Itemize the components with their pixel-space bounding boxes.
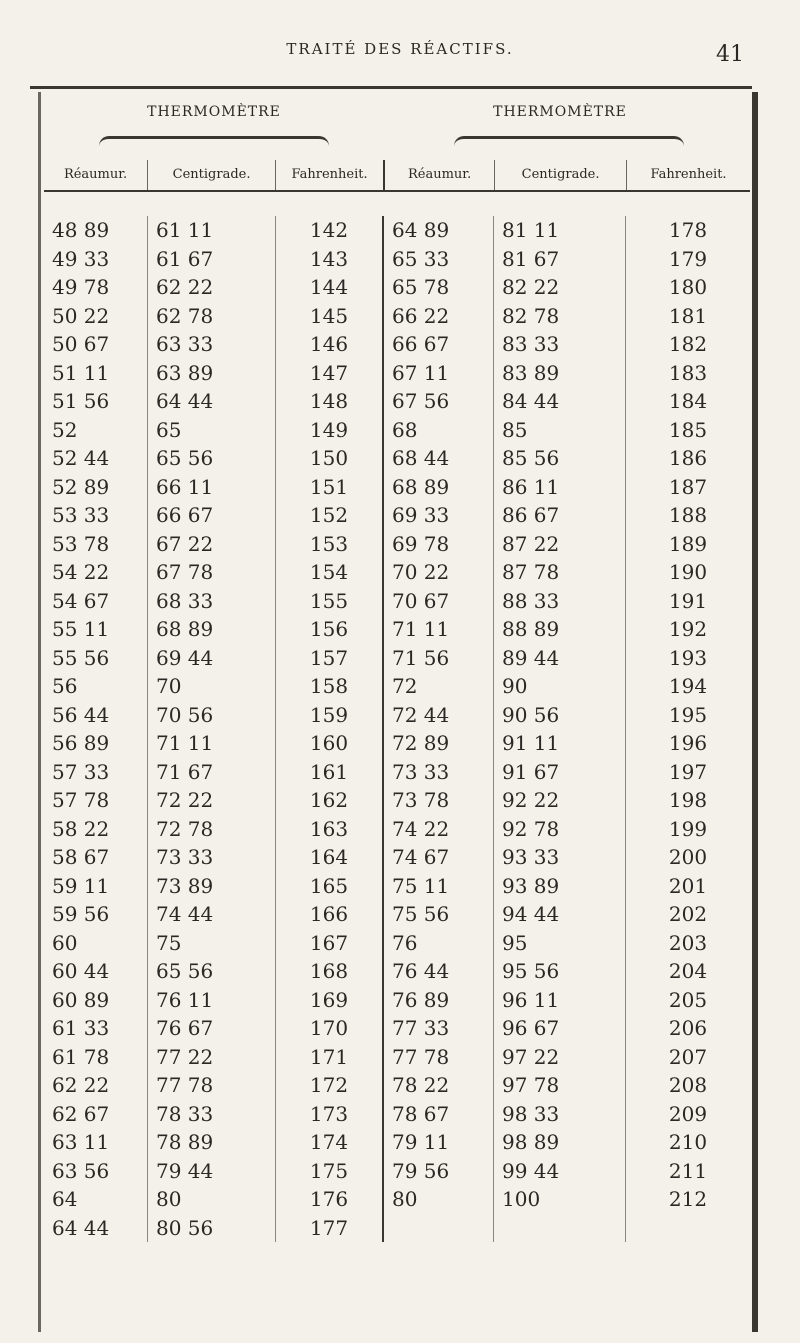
cell-reaumur-left: 52 89: [44, 473, 148, 502]
cell-centigrade-left: 69 44: [148, 644, 276, 673]
cell-fahrenheit-left: 159: [276, 701, 384, 730]
cell-reaumur-left: 64 44: [44, 1214, 148, 1243]
cell-fahrenheit-right: 206: [668, 1016, 708, 1040]
table-row: [44, 615, 750, 644]
cell-fahrenheit-left: 165: [276, 872, 384, 901]
cell-fahrenheit-left: 166: [276, 900, 384, 929]
table-row: [44, 330, 750, 359]
cell-centigrade-right: 88 89: [494, 615, 626, 644]
cell-centigrade-left: 77 78: [148, 1071, 276, 1100]
cell-centigrade-left: 66 11: [148, 473, 276, 502]
cell-centigrade-left: 75: [148, 929, 276, 958]
table-row: [44, 872, 750, 901]
cell-fahrenheit-right: 194: [668, 674, 708, 698]
table-row: [44, 900, 750, 929]
cell-reaumur-right: 73 78: [384, 786, 494, 815]
cell-centigrade-left: 61 11: [148, 216, 276, 245]
table-row: [44, 444, 750, 473]
cell-centigrade-right: 90: [494, 672, 626, 701]
table-row: [44, 786, 750, 815]
cell-centigrade-right: 92 78: [494, 815, 626, 844]
cell-reaumur-right: 77 33: [384, 1014, 494, 1043]
cell-fahrenheit-right: 188: [668, 503, 708, 527]
table-row: [44, 986, 750, 1015]
cell-reaumur-left: 63 11: [44, 1128, 148, 1157]
cell-fahrenheit-left: 157: [276, 644, 384, 673]
cell-centigrade-left: 61 67: [148, 245, 276, 274]
group-titles: [44, 100, 750, 160]
cell-fahrenheit-right: 204: [668, 959, 708, 983]
cell-centigrade-right: 96 11: [494, 986, 626, 1015]
cell-fahrenheit-right: 181: [668, 303, 708, 328]
cell-reaumur-left: 58 22: [44, 815, 148, 844]
cell-centigrade-left: 68 89: [148, 615, 276, 644]
cell-centigrade-right: 93 89: [494, 872, 626, 901]
cell-centigrade-right: 98 33: [494, 1100, 626, 1129]
cell-fahrenheit-left: 168: [276, 957, 384, 986]
cell-fahrenheit-right: 203: [668, 930, 708, 955]
cell-reaumur-left: 56: [44, 672, 148, 701]
cell-reaumur-left: 60 89: [44, 986, 148, 1015]
cell-fahrenheit-left: 176: [276, 1185, 384, 1214]
cell-reaumur-left: 60 44: [44, 957, 148, 986]
cell-centigrade-right: 86 67: [494, 501, 626, 530]
cell-fahrenheit-right: 182: [668, 332, 708, 356]
cell-reaumur-left: 54 67: [44, 587, 148, 616]
cell-centigrade-left: 73 33: [148, 843, 276, 872]
cell-centigrade-right: 85: [494, 416, 626, 445]
cell-reaumur-right: 68: [384, 416, 494, 445]
cell-fahrenheit-right: 207: [668, 1044, 708, 1069]
cell-reaumur-left: 49 33: [44, 245, 148, 274]
cell-reaumur-left: 54 22: [44, 558, 148, 587]
cell-fahrenheit-left: 171: [276, 1043, 384, 1072]
cell-reaumur-left: 64: [44, 1185, 148, 1214]
cell-fahrenheit-left: 158: [276, 672, 384, 701]
cell-centigrade-right: 82 78: [494, 302, 626, 331]
cell-fahrenheit-left: 175: [276, 1157, 384, 1186]
right-border: [752, 92, 758, 1332]
cell-reaumur-left: 56 44: [44, 701, 148, 730]
cell-centigrade-left: 72 78: [148, 815, 276, 844]
cell-centigrade-left: 77 22: [148, 1043, 276, 1072]
cell-fahrenheit-left: 143: [276, 245, 384, 274]
cell-centigrade-left: 68 33: [148, 587, 276, 616]
table-row: [44, 1100, 750, 1129]
cell-centigrade-left: 63 89: [148, 359, 276, 388]
cell-fahrenheit-left: 144: [276, 273, 384, 302]
cell-fahrenheit-right: 196: [668, 731, 708, 755]
cell-fahrenheit-left: 150: [276, 444, 384, 473]
cell-reaumur-right: 76 89: [384, 986, 494, 1015]
header-row: [44, 160, 750, 192]
cell-reaumur-left: 59 56: [44, 900, 148, 929]
cell-fahrenheit-right: 209: [668, 1101, 708, 1126]
header-centigrade-left: Centigrade.: [148, 160, 276, 190]
cell-fahrenheit-left: 164: [276, 843, 384, 872]
cell-reaumur-right: 71 11: [384, 615, 494, 644]
cell-fahrenheit-right: 184: [668, 389, 708, 413]
cell-centigrade-right: 84 44: [494, 387, 626, 416]
cell-reaumur-left: 62 67: [44, 1100, 148, 1129]
cell-reaumur-left: 55 11: [44, 615, 148, 644]
table-row: [44, 1014, 750, 1043]
cell-reaumur-right: 72 89: [384, 729, 494, 758]
cell-centigrade-right: 85 56: [494, 444, 626, 473]
cell-reaumur-left: 61 33: [44, 1014, 148, 1043]
cell-fahrenheit-right: 198: [668, 788, 708, 812]
cell-fahrenheit-right: 193: [668, 645, 708, 670]
cell-centigrade-right: [494, 1214, 626, 1243]
cell-reaumur-right: 67 11: [384, 359, 494, 388]
cell-reaumur-left: 50 22: [44, 302, 148, 331]
cell-reaumur-right: 78 67: [384, 1100, 494, 1129]
cell-centigrade-right: 97 78: [494, 1071, 626, 1100]
header-centigrade-right: Centigrade.: [495, 160, 627, 190]
cell-reaumur-left: 51 11: [44, 359, 148, 388]
table-row: [44, 1157, 750, 1186]
cell-fahrenheit-right: 180: [668, 275, 708, 299]
cell-fahrenheit-right: 211: [668, 1158, 708, 1183]
cell-centigrade-right: 82 22: [494, 273, 626, 302]
cell-centigrade-left: 64 44: [148, 387, 276, 416]
table-row: [44, 1214, 750, 1243]
cell-reaumur-left: 62 22: [44, 1071, 148, 1100]
cell-centigrade-left: 74 44: [148, 900, 276, 929]
cell-centigrade-right: 100: [494, 1185, 626, 1214]
cell-reaumur-left: 56 89: [44, 729, 148, 758]
header-fahrenheit-left: Fahrenheit.: [276, 160, 385, 190]
cell-centigrade-right: 95 56: [494, 957, 626, 986]
table-row: [44, 387, 750, 416]
header-reaumur-right: Réaumur.: [385, 160, 495, 190]
cell-fahrenheit-left: 177: [276, 1214, 384, 1243]
cell-fahrenheit-left: 148: [276, 387, 384, 416]
cell-reaumur-right: 68 89: [384, 473, 494, 502]
cell-centigrade-right: 90 56: [494, 701, 626, 730]
cell-reaumur-left: 60: [44, 929, 148, 958]
cell-reaumur-left: 53 78: [44, 530, 148, 559]
cell-reaumur-left: 57 78: [44, 786, 148, 815]
cell-fahrenheit-left: 142: [276, 216, 384, 245]
cell-centigrade-left: 71 11: [148, 729, 276, 758]
cell-reaumur-right: 75 56: [384, 900, 494, 929]
cell-centigrade-right: 92 22: [494, 786, 626, 815]
page-header: [0, 38, 800, 78]
cell-centigrade-left: 72 22: [148, 786, 276, 815]
cell-fahrenheit-left: 156: [276, 615, 384, 644]
cell-reaumur-right: 69 33: [384, 501, 494, 530]
cell-reaumur-right: 79 11: [384, 1128, 494, 1157]
cell-fahrenheit-right: 186: [668, 446, 708, 470]
cell-fahrenheit-left: 173: [276, 1100, 384, 1129]
running-title: TRAITÉ DES RÉACTIFS.: [286, 40, 514, 58]
cell-fahrenheit-left: 170: [276, 1014, 384, 1043]
table-row: [44, 815, 750, 844]
cell-centigrade-left: 76 67: [148, 1014, 276, 1043]
cell-reaumur-right: 64 89: [384, 216, 494, 245]
cell-reaumur-right: 79 56: [384, 1157, 494, 1186]
cell-reaumur-left: 63 56: [44, 1157, 148, 1186]
cell-fahrenheit-left: 169: [276, 986, 384, 1015]
cell-reaumur-left: 50 67: [44, 330, 148, 359]
cell-centigrade-left: 65: [148, 416, 276, 445]
cell-fahrenheit-left: 152: [276, 501, 384, 530]
cell-centigrade-right: 81 67: [494, 245, 626, 274]
cell-centigrade-right: 96 67: [494, 1014, 626, 1043]
cell-reaumur-right: 75 11: [384, 872, 494, 901]
cell-fahrenheit-left: 145: [276, 302, 384, 331]
cell-fahrenheit-right: 178: [668, 218, 708, 242]
cell-fahrenheit-right: 195: [668, 702, 708, 727]
cell-fahrenheit-right: 208: [668, 1073, 708, 1097]
cell-fahrenheit-left: 160: [276, 729, 384, 758]
cell-fahrenheit-left: 154: [276, 558, 384, 587]
cell-centigrade-right: 93 33: [494, 843, 626, 872]
cell-centigrade-right: 91 67: [494, 758, 626, 787]
cell-fahrenheit-left: 155: [276, 587, 384, 616]
cell-fahrenheit-right: 185: [668, 417, 708, 442]
cell-reaumur-right: 73 33: [384, 758, 494, 787]
table-row: [44, 216, 750, 245]
cell-reaumur-left: 52 44: [44, 444, 148, 473]
page-number: 41: [716, 42, 744, 67]
brace-left: [99, 136, 329, 153]
cell-centigrade-right: 88 33: [494, 587, 626, 616]
cell-reaumur-right: 67 56: [384, 387, 494, 416]
table-row: [44, 245, 750, 274]
table-row: [44, 957, 750, 986]
header-reaumur-left: Réaumur.: [44, 160, 148, 190]
cell-centigrade-left: 80 56: [148, 1214, 276, 1243]
table-row: [44, 273, 750, 302]
cell-fahrenheit-right: 197: [668, 759, 708, 784]
cell-reaumur-right: 71 56: [384, 644, 494, 673]
cell-fahrenheit-right: 201: [668, 873, 708, 898]
top-rule: [30, 86, 752, 89]
cell-centigrade-right: 87 22: [494, 530, 626, 559]
cell-reaumur-right: 78 22: [384, 1071, 494, 1100]
brace-right: [454, 136, 684, 153]
table-row: [44, 1185, 750, 1214]
cell-reaumur-left: 55 56: [44, 644, 148, 673]
cell-fahrenheit-left: 172: [276, 1071, 384, 1100]
cell-fahrenheit-left: 163: [276, 815, 384, 844]
cell-centigrade-left: 62 22: [148, 273, 276, 302]
left-border: [38, 92, 41, 1332]
cell-fahrenheit-left: 146: [276, 330, 384, 359]
cell-reaumur-left: 59 11: [44, 872, 148, 901]
table-row: [44, 1128, 750, 1157]
cell-reaumur-left: 58 67: [44, 843, 148, 872]
cell-fahrenheit-left: 167: [276, 929, 384, 958]
cell-centigrade-right: 99 44: [494, 1157, 626, 1186]
cell-fahrenheit-left: 153: [276, 530, 384, 559]
cell-reaumur-right: 74 67: [384, 843, 494, 872]
cell-fahrenheit-left: 151: [276, 473, 384, 502]
table-row: [44, 672, 750, 701]
cell-fahrenheit-right: 190: [668, 560, 708, 584]
cell-fahrenheit-right: 200: [668, 845, 708, 869]
table-row: [44, 758, 750, 787]
cell-fahrenheit-right: 187: [668, 474, 708, 499]
cell-centigrade-right: 83 89: [494, 359, 626, 388]
cell-reaumur-left: 57 33: [44, 758, 148, 787]
cell-centigrade-right: 95: [494, 929, 626, 958]
cell-fahrenheit-right: 179: [668, 246, 708, 271]
cell-fahrenheit-right: [626, 1214, 750, 1243]
table-row: [44, 473, 750, 502]
table-row: [44, 302, 750, 331]
table-body: [44, 216, 750, 1242]
cell-fahrenheit-right: 192: [668, 617, 708, 641]
cell-fahrenheit-left: 174: [276, 1128, 384, 1157]
table-row: [44, 929, 750, 958]
cell-reaumur-right: 66 22: [384, 302, 494, 331]
cell-centigrade-left: 78 89: [148, 1128, 276, 1157]
table-row: [44, 729, 750, 758]
table-row: [44, 359, 750, 388]
conversion-table: [44, 100, 750, 1330]
cell-centigrade-left: 67 78: [148, 558, 276, 587]
cell-centigrade-left: 78 33: [148, 1100, 276, 1129]
cell-centigrade-left: 65 56: [148, 444, 276, 473]
cell-reaumur-left: 51 56: [44, 387, 148, 416]
cell-centigrade-left: 63 33: [148, 330, 276, 359]
cell-centigrade-left: 79 44: [148, 1157, 276, 1186]
cell-reaumur-right: 70 22: [384, 558, 494, 587]
cell-reaumur-left: 52: [44, 416, 148, 445]
cell-fahrenheit-right: 205: [668, 987, 708, 1012]
cell-reaumur-right: 77 78: [384, 1043, 494, 1072]
cell-reaumur-left: 53 33: [44, 501, 148, 530]
cell-fahrenheit-left: 149: [276, 416, 384, 445]
cell-reaumur-left: 61 78: [44, 1043, 148, 1072]
cell-centigrade-left: 66 67: [148, 501, 276, 530]
cell-centigrade-right: 94 44: [494, 900, 626, 929]
cell-centigrade-right: 91 11: [494, 729, 626, 758]
cell-centigrade-left: 67 22: [148, 530, 276, 559]
cell-fahrenheit-left: 161: [276, 758, 384, 787]
cell-centigrade-right: 83 33: [494, 330, 626, 359]
table-row: [44, 644, 750, 673]
table-row: [44, 558, 750, 587]
cell-reaumur-right: 65 78: [384, 273, 494, 302]
cell-centigrade-left: 80: [148, 1185, 276, 1214]
group-title-left: THERMOMÈTRE: [147, 104, 281, 120]
cell-fahrenheit-right: 202: [668, 902, 708, 926]
cell-centigrade-right: 86 11: [494, 473, 626, 502]
cell-reaumur-right: [384, 1214, 494, 1243]
cell-fahrenheit-right: 183: [668, 360, 708, 385]
cell-fahrenheit-right: 212: [668, 1187, 708, 1211]
header-fahrenheit-right: Fahrenheit.: [650, 167, 727, 182]
cell-centigrade-right: 97 22: [494, 1043, 626, 1072]
cell-fahrenheit-left: 162: [276, 786, 384, 815]
table-row: [44, 701, 750, 730]
cell-reaumur-right: 72 44: [384, 701, 494, 730]
cell-centigrade-left: 71 67: [148, 758, 276, 787]
cell-centigrade-right: 87 78: [494, 558, 626, 587]
cell-reaumur-right: 70 67: [384, 587, 494, 616]
cell-reaumur-left: 48 89: [44, 216, 148, 245]
cell-centigrade-right: 81 11: [494, 216, 626, 245]
cell-fahrenheit-right: 191: [668, 588, 708, 613]
cell-reaumur-right: 69 78: [384, 530, 494, 559]
cell-reaumur-right: 66 67: [384, 330, 494, 359]
cell-fahrenheit-right: 199: [668, 816, 708, 841]
table-row: [44, 587, 750, 616]
table-row: [44, 501, 750, 530]
cell-reaumur-right: 65 33: [384, 245, 494, 274]
cell-reaumur-right: 80: [384, 1185, 494, 1214]
cell-fahrenheit-right: 189: [668, 531, 708, 556]
cell-centigrade-left: 73 89: [148, 872, 276, 901]
cell-centigrade-left: 62 78: [148, 302, 276, 331]
cell-reaumur-right: 68 44: [384, 444, 494, 473]
table-row: [44, 1043, 750, 1072]
cell-reaumur-left: 49 78: [44, 273, 148, 302]
cell-fahrenheit-right: 210: [668, 1130, 708, 1154]
table-row: [44, 1071, 750, 1100]
table-row: [44, 530, 750, 559]
group-title-right: THERMOMÈTRE: [493, 104, 627, 120]
cell-reaumur-right: 76: [384, 929, 494, 958]
cell-reaumur-right: 76 44: [384, 957, 494, 986]
cell-reaumur-right: 74 22: [384, 815, 494, 844]
cell-centigrade-left: 70 56: [148, 701, 276, 730]
cell-centigrade-left: 70: [148, 672, 276, 701]
cell-reaumur-right: 72: [384, 672, 494, 701]
cell-centigrade-left: 65 56: [148, 957, 276, 986]
table-row: [44, 843, 750, 872]
cell-centigrade-left: 76 11: [148, 986, 276, 1015]
cell-centigrade-right: 98 89: [494, 1128, 626, 1157]
table-row: [44, 416, 750, 445]
cell-centigrade-right: 89 44: [494, 644, 626, 673]
cell-fahrenheit-left: 147: [276, 359, 384, 388]
